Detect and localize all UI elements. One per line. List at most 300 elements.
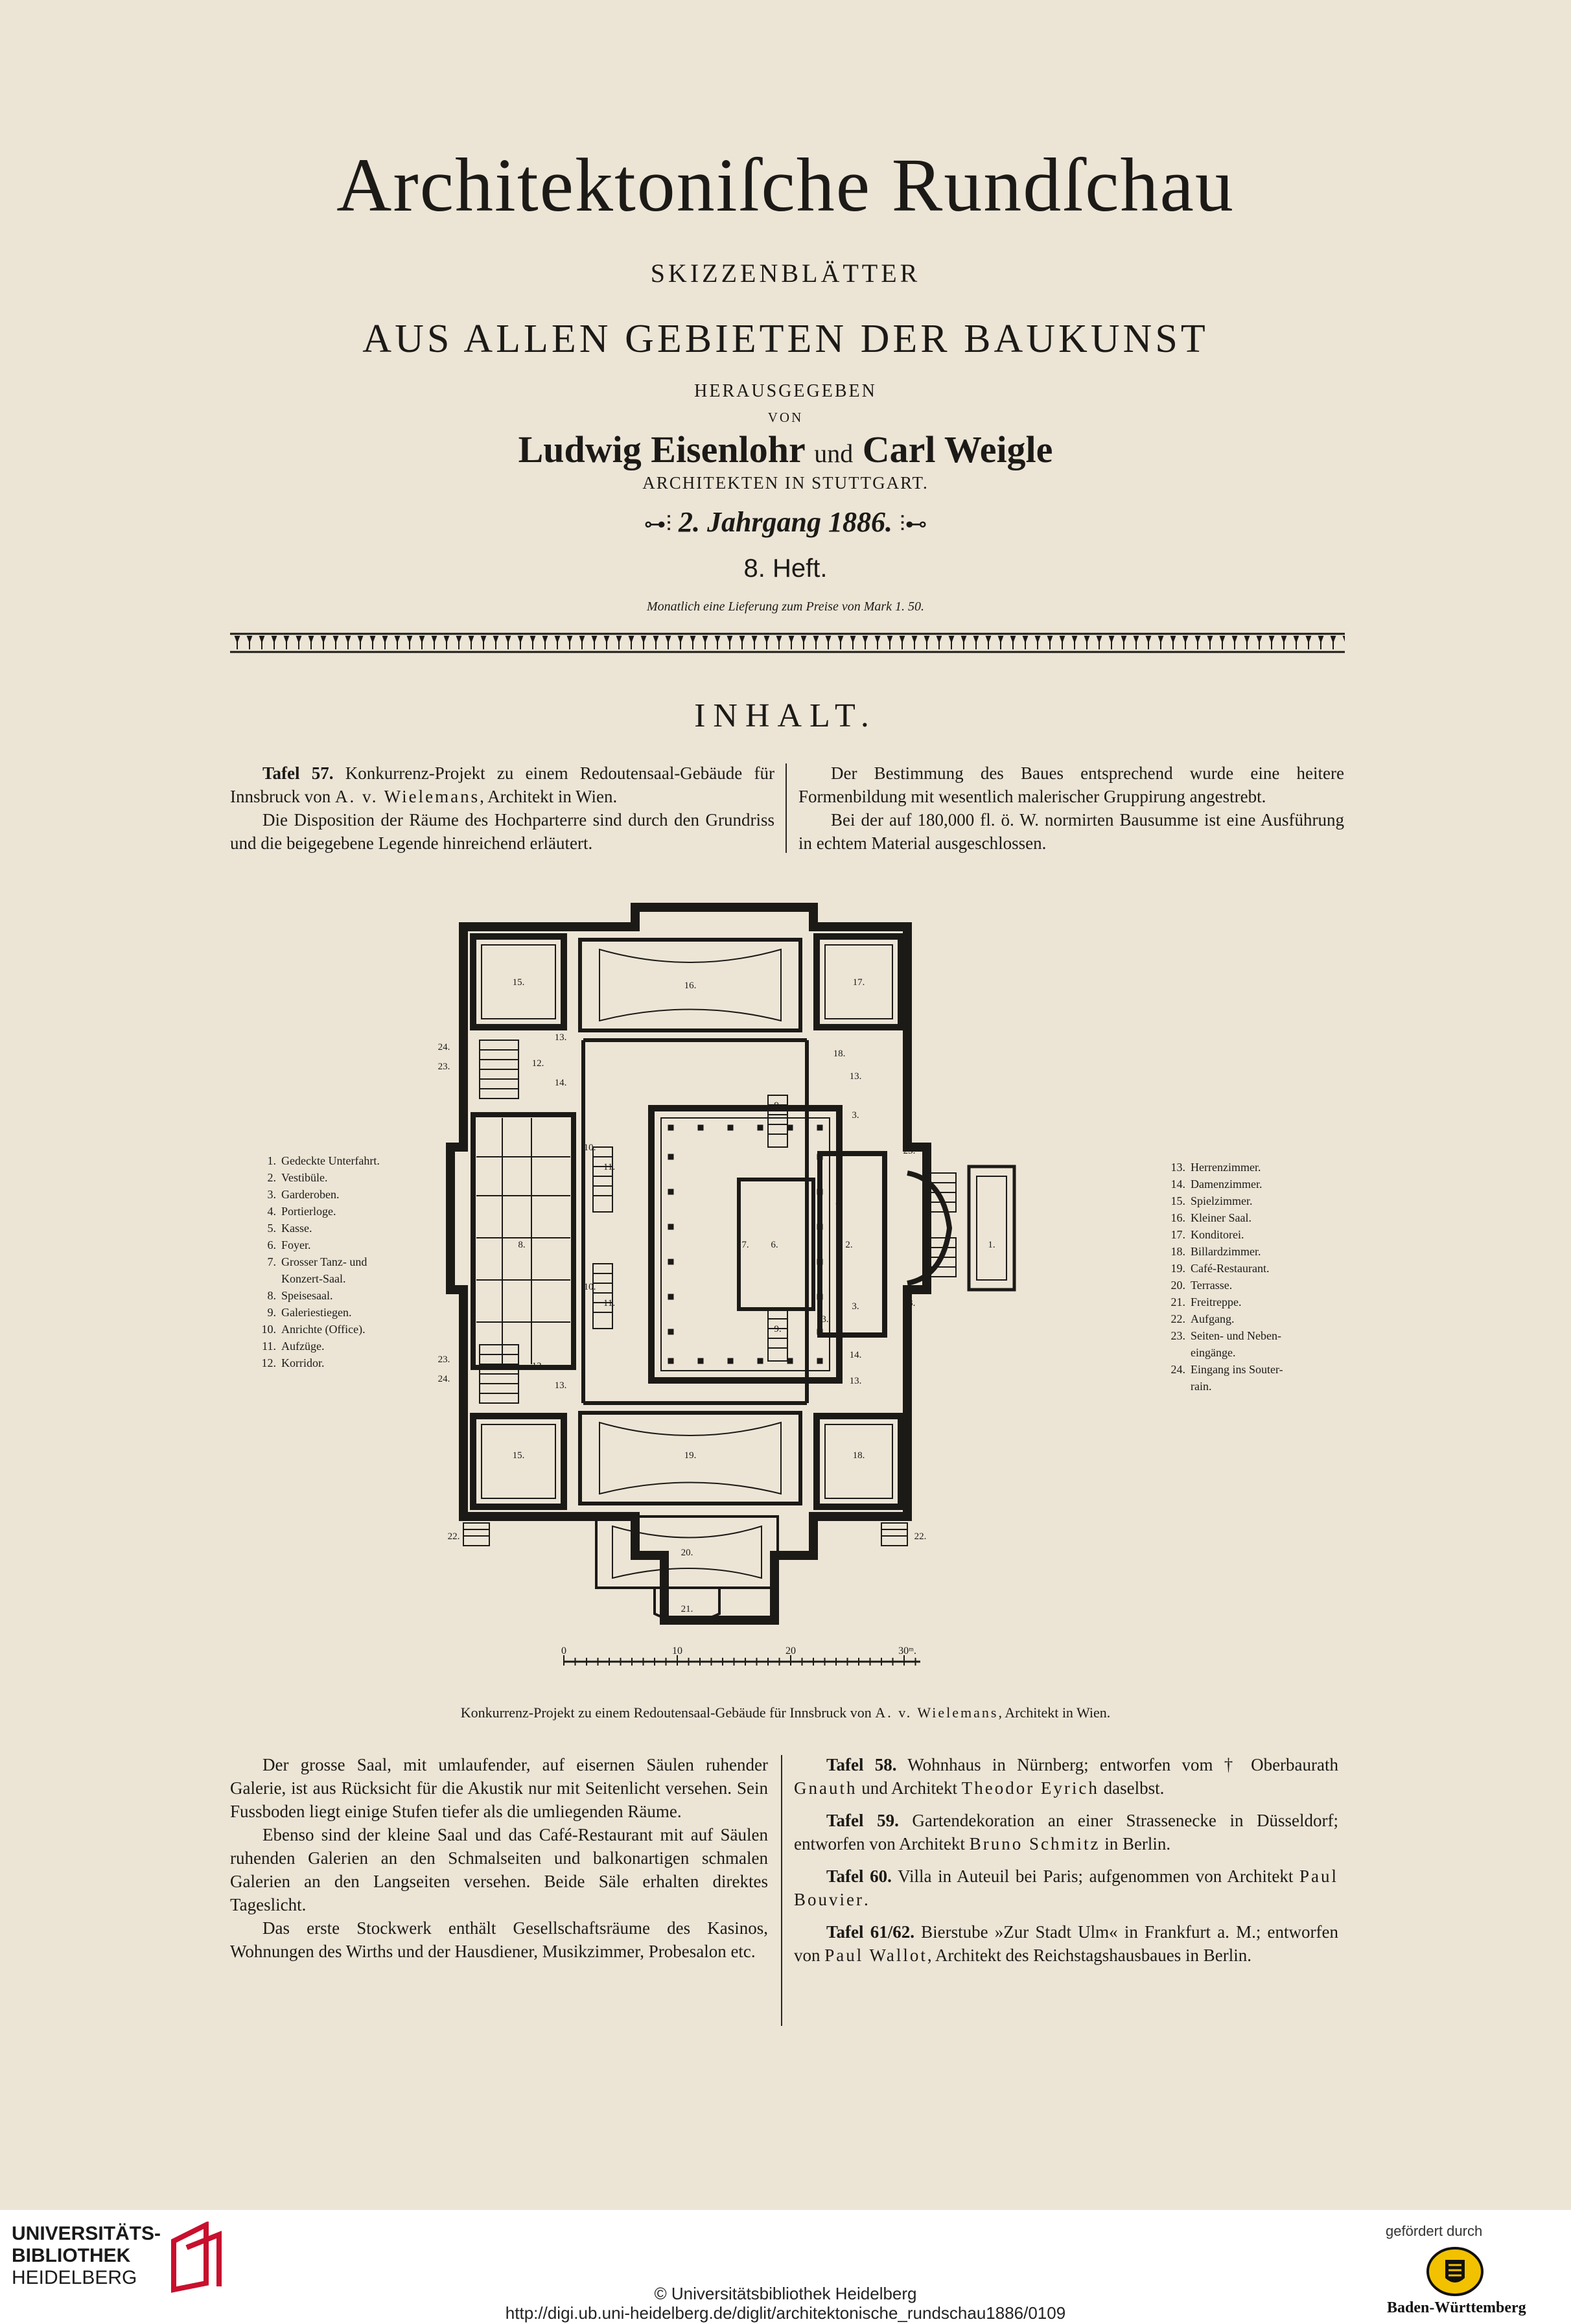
hall-column [817, 1329, 822, 1334]
legend-entry [254, 1304, 380, 1321]
legend-entry [1163, 1361, 1283, 1378]
legend-number: 6. [267, 1238, 276, 1251]
legend-text: Gedeckte Unterfahrt. [281, 1154, 380, 1167]
tafel-57-end: , Architekt in Wien. [480, 787, 618, 806]
room-19: 19. [684, 1450, 697, 1461]
ornament-motif [802, 636, 806, 649]
ornament-motif [605, 636, 609, 649]
ornament-motif [888, 636, 892, 649]
ornament-motif [383, 636, 387, 649]
room-6: 6. [771, 1240, 778, 1250]
legend-entry [1163, 1226, 1283, 1243]
ornament-motif [1233, 636, 1237, 649]
und-word: und [814, 439, 854, 468]
tafel-57-label: Tafel 57. [262, 763, 334, 783]
editor-weigle: Carl Weigle [862, 428, 1053, 471]
room-18-small: 18. [833, 1049, 846, 1059]
legend-entry [254, 1354, 380, 1371]
legend-number: 20. [1170, 1279, 1185, 1292]
ornament-motif [420, 636, 424, 649]
hall-column [758, 1358, 763, 1364]
ornament-motif [617, 636, 621, 649]
ornament-motif [1011, 636, 1015, 649]
legend-text: Kleiner Saal. [1191, 1211, 1251, 1224]
room-9-bottom: 9. [774, 1324, 782, 1334]
hall-column [698, 1125, 703, 1130]
ornament-motif [432, 636, 436, 649]
legend-text: Aufzüge. [281, 1340, 325, 1353]
ornament-motif [839, 636, 843, 649]
room-20: 20. [681, 1548, 693, 1558]
tafel-60-text: Villa in Auteuil bei Paris; aufgenommen von Architekt [898, 1866, 1294, 1886]
scale-label-0: 0 [561, 1645, 566, 1656]
ornament-motif [457, 636, 461, 649]
ornament-motif [1331, 636, 1335, 649]
tafel-58-label: Tafel 58. [826, 1755, 897, 1774]
tafel-58-name2: Theodor Eyrich [961, 1778, 1099, 1798]
ornament-motif [863, 636, 867, 649]
hall-column [728, 1358, 733, 1364]
legend-number: 22. [1170, 1312, 1185, 1325]
ornament-motif [531, 636, 535, 649]
caption-text: Konkurrenz-Projekt zu einem Redoutensaal-Gebäude für Innsbruck von [460, 1704, 872, 1721]
hall-column [668, 1358, 673, 1364]
ornament-motif [900, 636, 904, 649]
ornament-motif [1208, 636, 1212, 649]
caption-end: , Architekt in Wien. [998, 1704, 1111, 1721]
hall-column [817, 1224, 822, 1229]
legend-text: Galeriestiegen. [281, 1306, 352, 1319]
legend-entry [1163, 1243, 1283, 1260]
ornament-motif [1294, 636, 1298, 649]
jahrgang-text: 2. Jahrgang 1886. [678, 506, 893, 538]
ornament-motif [913, 636, 916, 649]
ornament-motif [654, 636, 658, 649]
ornament-motif [629, 636, 633, 649]
legend-entry [1163, 1294, 1283, 1310]
legend-number: 8. [267, 1289, 276, 1302]
scale-label-10: 10 [672, 1645, 682, 1656]
jahrgang-line [0, 505, 1571, 539]
legend-text: Anrichte (Office). [281, 1323, 366, 1336]
legend-entry [254, 1338, 380, 1354]
tafel-58-name: Gnauth [794, 1778, 857, 1798]
legend-entry [1163, 1260, 1283, 1277]
legend-text: Konzert-Saal. [281, 1272, 346, 1285]
room-1: 1. [988, 1240, 995, 1250]
baden-wuerttemberg-crest-icon [1426, 2246, 1484, 2297]
legend-number: 5. [267, 1222, 276, 1235]
ornament-motif [1183, 636, 1187, 649]
ornament-motif [248, 636, 251, 649]
ornament-motif [1282, 636, 1286, 649]
legend-entry [254, 1287, 380, 1304]
ornament-motif [716, 636, 719, 649]
room-4: 4. [835, 1198, 843, 1208]
source-url[interactable]: http://digi.ub.uni-heidelberg.de/diglit/architektonische_rundschau1886/0109 [505, 2303, 1066, 2323]
ornament-motif [285, 636, 288, 649]
ornament-motif [937, 636, 941, 649]
room-17: 17. [852, 977, 865, 988]
scale-label-30: 30ᵐ. [898, 1645, 916, 1656]
legend-entry [254, 1270, 380, 1287]
legend-text: Spielzimmer. [1191, 1194, 1253, 1207]
ornament-motif [334, 636, 338, 649]
legend-number: 19. [1170, 1262, 1185, 1275]
ornament-motif [1270, 636, 1274, 649]
room-10-top: 10. [583, 1143, 596, 1153]
ornament-motif [1196, 636, 1200, 649]
ornament-motif [445, 636, 448, 649]
hall-column [668, 1329, 673, 1334]
ornament-motif [297, 636, 301, 649]
ornament-motif [876, 636, 879, 649]
disposition-text: Die Disposition der Räume des Hochparterre sind durch den Grundriss und die beigegebene Legende hinreichend erläutert. [230, 810, 774, 853]
ornament-motif [346, 636, 350, 649]
legend-entry [254, 1186, 380, 1203]
price-note: Monatlich eine Lieferung zum Preise von Mark 1. 50. [646, 599, 925, 614]
ornament-motif [272, 636, 276, 649]
ornament-motif [1344, 636, 1345, 649]
hall-column [817, 1358, 822, 1364]
ornament-motif [543, 636, 547, 649]
ornament-motif [506, 636, 510, 649]
bestimmung-text: Der Bestimmung des Baues entsprechend wurde eine heitere Formenbildung mit wesentlich malerischer Gruppirung angestrebt. [798, 763, 1344, 806]
legend-entry [1163, 1209, 1283, 1226]
library-line-3: HEIDELBERG [12, 2267, 137, 2288]
herausgegeben-label: HERAUSGEGEBEN [694, 381, 877, 401]
hall-column [817, 1125, 822, 1130]
column-divider-body [781, 1755, 782, 2026]
legend-entry [254, 1203, 380, 1220]
legend-text: Speisesaal. [281, 1289, 333, 1302]
subtitle-skizzenblaetter: SKIZZENBLÄTTER [650, 259, 921, 288]
ornament-motif [679, 636, 682, 649]
room-21: 21. [681, 1604, 693, 1614]
architekten-line: ARCHITEKTEN IN STUTTGART. [642, 473, 929, 493]
ornament-motif [999, 636, 1003, 649]
legend-text: Eingang ins Souter- [1191, 1363, 1283, 1376]
legend-entry [254, 1253, 380, 1270]
ornament-motif [518, 636, 522, 649]
legend-text: Terrasse. [1191, 1279, 1233, 1292]
ornament-motif [321, 636, 325, 649]
room-22-right: 22. [914, 1531, 927, 1542]
room-22-left: 22. [447, 1531, 460, 1542]
ornament-motif [851, 636, 855, 649]
legend-entry [1163, 1277, 1283, 1294]
legend-text: Grosser Tanz- und [281, 1255, 367, 1268]
hall-column [728, 1125, 733, 1130]
ornament-motif [962, 636, 966, 649]
tafel-61-62-name: Paul Wallot [824, 1946, 927, 1965]
legend-number: 9. [267, 1306, 276, 1319]
legend-number: 1. [267, 1154, 276, 1167]
tafel-59-label: Tafel 59. [826, 1811, 899, 1830]
legend-entry [254, 1237, 380, 1253]
hall-column [668, 1224, 673, 1229]
room-3-top: 3. [852, 1110, 859, 1121]
legend-entry [254, 1152, 380, 1169]
ornament-motif [408, 636, 412, 649]
tafel-57-text: Konkurrenz-Projekt zu einem Redoutensaal-Gebäude für Innsbruck von [230, 763, 774, 806]
ornament-motif [568, 636, 572, 649]
room-24-bottom: 24. [437, 1374, 450, 1384]
legend-text: Garderoben. [281, 1188, 340, 1201]
floor-plan [425, 901, 1144, 1640]
room-9-top: 9. [774, 1100, 782, 1111]
tafel-60-name: Paul Bouvier [794, 1866, 1338, 1909]
legend-text: Aufgang. [1191, 1312, 1235, 1325]
legend-text: Billardzimmer. [1191, 1245, 1261, 1258]
editors-line [0, 428, 1571, 471]
legend-entry [1163, 1310, 1283, 1327]
body-left-column [230, 1753, 768, 1963]
room-13-right-bottom: 13. [849, 1376, 862, 1386]
hall-column [758, 1125, 763, 1130]
ornament-motif [1245, 636, 1249, 649]
legend-entry [1163, 1378, 1283, 1395]
tafel-58-text: Wohnhaus in Nürnberg; entworfen vom † Oberbaurath [907, 1755, 1338, 1774]
legend-number: 17. [1170, 1228, 1185, 1241]
room-2: 2. [845, 1240, 853, 1250]
room-23-top: 23. [437, 1062, 450, 1072]
room-3-mid: 3. [821, 1314, 829, 1325]
tafel-59-end: in Berlin. [1104, 1834, 1171, 1853]
plan-caption [0, 1704, 1571, 1721]
ornament-motif [358, 636, 362, 649]
legend-text: Seiten- und Neben- [1191, 1329, 1281, 1342]
inhalt-left-column [230, 761, 774, 855]
ornament-motif [740, 636, 744, 649]
ornament-motif [482, 636, 485, 649]
ornament-motif [949, 636, 953, 649]
legend-number: 23. [1170, 1329, 1185, 1342]
subtitle-gebiete: AUS ALLEN GEBIETEN DER BAUKUNST [362, 317, 1209, 361]
ornament-motif [580, 636, 584, 649]
hall-column [698, 1358, 703, 1364]
hall-column [668, 1259, 673, 1264]
tafel-60-label: Tafel 60. [826, 1866, 892, 1886]
ornament-motif [974, 636, 978, 649]
tafel-61-62-text: Bierstube »Zur Stadt Ulm« in Frankfurt a. M.; entworfen von [794, 1922, 1339, 1965]
room-12-top: 12. [531, 1058, 544, 1069]
ornament-motif [691, 636, 695, 649]
room-5: 5. [835, 1282, 843, 1292]
room-8: 8. [518, 1240, 526, 1250]
ornament-motif [1257, 636, 1261, 649]
room-10-bottom: 10. [583, 1282, 596, 1292]
library-line-2: BIBLIOTHEK [12, 2245, 131, 2266]
ornament-motif [1073, 636, 1076, 649]
tafel-58-end: daselbst. [1103, 1778, 1165, 1798]
ornament-motif [395, 636, 399, 649]
legend-number: 24. [1170, 1363, 1185, 1376]
ornament-motif [1048, 636, 1052, 649]
body-paragraph-2: Ebenso sind der kleine Saal und das Café-Restaurant mit auf Säulen ruhenden Galerien an den Schmalseiten und balkonartigen schmalen Galerien an den Langseiten versehen. Beide Säle erhalten direktes Tageslicht. [230, 1825, 768, 1914]
tafel-59-text: Gartendekoration an einer Strassenecke in Düsseldorf; entworfen von Architekt [794, 1811, 1338, 1853]
legend-number: 12. [261, 1356, 276, 1369]
ornament-motif [986, 636, 990, 649]
room-11-top: 11. [603, 1162, 616, 1172]
legend-text: Herrenzimmer. [1191, 1161, 1261, 1174]
room-14-right: 14. [849, 1350, 862, 1360]
hall-column [668, 1189, 673, 1194]
ornament-motif [1097, 636, 1101, 649]
ornament-motif [777, 636, 781, 649]
ornament-motif [666, 636, 670, 649]
legend-number: 16. [1170, 1211, 1185, 1224]
room-13-right: 13. [849, 1071, 862, 1082]
legend-number: 14. [1170, 1178, 1185, 1191]
ornament-motif [260, 636, 264, 649]
tafel-58-mid: und Architekt [861, 1778, 957, 1798]
ornament-motif [752, 636, 756, 649]
hall-column [668, 1154, 673, 1159]
ornament-motif [1220, 636, 1224, 649]
ornament-motif [1023, 636, 1027, 649]
legend-number: 7. [267, 1255, 276, 1268]
hall-column [817, 1294, 822, 1299]
hall-column [668, 1294, 673, 1299]
ornament-motif [642, 636, 646, 649]
ornament-motif [1146, 636, 1150, 649]
legend-text: Damenzimmer. [1191, 1178, 1263, 1191]
legend-text: eingänge. [1191, 1346, 1236, 1359]
legend-text: Kasse. [281, 1222, 312, 1235]
room-3-bottom: 3. [852, 1301, 859, 1312]
legend-entry [254, 1169, 380, 1186]
legend-text: Portierloge. [281, 1205, 336, 1218]
ornament-motif [925, 636, 929, 649]
room-16: 16. [684, 981, 697, 991]
ornamental-rule [230, 631, 1345, 655]
room-13-top: 13. [554, 1032, 567, 1043]
ornament-motif [814, 636, 818, 649]
ornament-motif [309, 636, 313, 649]
legend-text: Konditorei. [1191, 1228, 1244, 1241]
hall-column [817, 1189, 822, 1194]
editor-eisenlohr: Ludwig Eisenlohr [518, 428, 805, 471]
legend-number: 11. [262, 1340, 276, 1353]
library-line-1: UNIVERSITÄTS- [12, 2223, 161, 2244]
ornament-motif [1085, 636, 1089, 649]
legend-number: 13. [1170, 1161, 1185, 1174]
room-23-right-top: 23. [903, 1146, 916, 1156]
legend-text: rain. [1191, 1380, 1212, 1393]
legend-left [254, 1152, 380, 1371]
legend-entry [254, 1321, 380, 1338]
sponsor-name: Baden-Württemberg [1387, 2299, 1526, 2316]
legend-number: 3. [267, 1188, 276, 1201]
inhalt-right-column [798, 761, 1344, 855]
tafel-61-62-label: Tafel 61/62. [826, 1922, 914, 1942]
ornament-left: ⊶⫶ [644, 513, 671, 537]
ornament-motif [555, 636, 559, 649]
journal-title: Architektoniſche Rundſchau [336, 143, 1235, 227]
architect-name: A. v. Wielemans [334, 787, 480, 806]
ornament-motif [371, 636, 375, 649]
legend-text: Foyer. [281, 1238, 311, 1251]
hall-column [817, 1154, 822, 1159]
body-paragraph-3: Das erste Stockwerk enthält Gesellschaftsräume des Kasinos, Wohnungen des Wirths und der Hausdiener, Musikzimmer, Probesalon etc. [230, 1918, 768, 1961]
ornament-motif [789, 636, 793, 649]
room-11-bottom: 11. [603, 1298, 616, 1308]
legend-number: 21. [1170, 1296, 1185, 1308]
hall-column [787, 1125, 793, 1130]
room-14-top: 14. [554, 1078, 567, 1088]
ornament-motif [592, 636, 596, 649]
room-12-bottom: 12. [531, 1361, 544, 1371]
inhalt-heading: INHALT. [694, 697, 877, 734]
tafel-59-name: Bruno Schmitz [969, 1834, 1100, 1853]
hall-column [668, 1125, 673, 1130]
ornament-motif [1110, 636, 1113, 649]
legend-number: 15. [1170, 1194, 1185, 1207]
hall-column [787, 1358, 793, 1364]
ornament-motif [1036, 636, 1040, 649]
column-divider [785, 763, 787, 853]
legend-entry [1163, 1327, 1283, 1344]
ornament-motif [765, 636, 769, 649]
ornament-motif [1122, 636, 1126, 649]
caption-architect: A. v. Wielemans [875, 1704, 999, 1721]
ornament-motif [1307, 636, 1310, 649]
legend-number: 4. [267, 1205, 276, 1218]
bausumme-text: Bei der auf 180,000 fl. ö. W. normirten Bausumme ist eine Ausführung in echtem Material ausgeschlossen. [798, 810, 1344, 853]
ornament-motif [494, 636, 498, 649]
room-15-bottom: 15. [512, 1450, 525, 1461]
copyright-text: © Universitätsbibliothek Heidelberg [654, 2284, 917, 2303]
von-label: VON [767, 410, 804, 425]
ornament-motif [469, 636, 473, 649]
ornament-motif [1159, 636, 1163, 649]
scale-label-20: 20 [785, 1645, 796, 1656]
room-7: 7. [741, 1240, 749, 1250]
legend-entry [254, 1220, 380, 1237]
legend-number: 2. [267, 1171, 276, 1184]
legend-entry [1163, 1176, 1283, 1192]
library-logo-icon [161, 2222, 226, 2293]
room-23-bottom: 23. [437, 1354, 450, 1365]
ornament-motif [728, 636, 732, 649]
room-23-right-bottom: 23. [903, 1298, 916, 1308]
legend-text: Freitreppe. [1191, 1296, 1242, 1308]
ornament-motif [826, 636, 830, 649]
ornament-motif [1171, 636, 1175, 649]
heft-number: 8. Heft. [743, 554, 828, 583]
room-24-top: 24. [437, 1042, 450, 1052]
ornament-motif [1134, 636, 1138, 649]
ornament-motif [1319, 636, 1323, 649]
legend-number: 10. [261, 1323, 276, 1336]
ornament-motif [235, 636, 239, 649]
ornament-right: ⫶⊷ [900, 513, 927, 537]
tafel-61-62-end: , Architekt des Reichstagshausbaues in Berlin. [927, 1946, 1251, 1965]
tafel-60-end: . [864, 1890, 868, 1909]
ornament-motif [703, 636, 707, 649]
legend-text: Korridor. [281, 1356, 325, 1369]
legend-text: Café-Restaurant. [1191, 1262, 1270, 1275]
legend-entry [1163, 1192, 1283, 1209]
legend-right [1163, 1159, 1283, 1395]
library-logo-text [12, 2223, 161, 2289]
body-right-column [794, 1753, 1338, 1967]
sponsor-label: gefördert durch [1386, 2223, 1483, 2239]
legend-entry [1163, 1344, 1283, 1361]
room-18: 18. [852, 1450, 865, 1461]
legend-text: Vestibüle. [281, 1171, 328, 1184]
